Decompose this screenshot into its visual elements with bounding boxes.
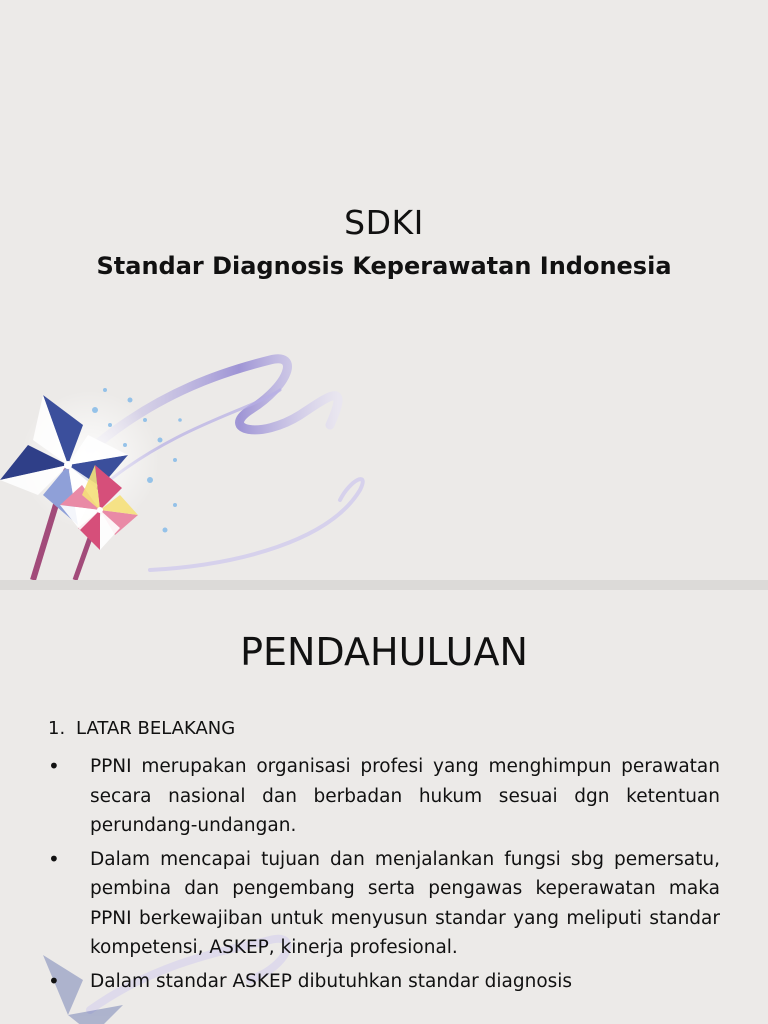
slide-title: PENDAHULUAN bbox=[240, 630, 528, 674]
swirl-stroke bbox=[150, 479, 363, 570]
slide-divider bbox=[0, 580, 768, 590]
bullet-text: PPNI merupakan organisasi profesi yang menghimpun perawatan secara nasional dan berbadan hukum sesuai dgn ketentuan perundang-undangan. bbox=[90, 756, 720, 836]
bullet-symbol: • bbox=[48, 968, 60, 993]
pinwheel-swirl-illustration bbox=[0, 330, 380, 580]
list-item bbox=[48, 752, 720, 841]
bullet-list bbox=[48, 752, 720, 1000]
list-item bbox=[48, 967, 720, 997]
bullet-symbol: • bbox=[48, 846, 60, 871]
section-heading bbox=[48, 718, 235, 739]
content-slide bbox=[0, 590, 768, 1024]
list-item bbox=[48, 845, 720, 963]
slide-subtitle: Standar Diagnosis Keperawatan Indonesia bbox=[96, 252, 672, 280]
section-number: 1. bbox=[48, 718, 66, 739]
slide-title: SDKI bbox=[344, 203, 424, 242]
bullet-text: Dalam standar ASKEP dibutuhkan standar diagnosis bbox=[90, 970, 573, 992]
bullet-text: Dalam mencapai tujuan dan menjalankan fungsi sbg pemersatu, pembina dan pengembang serta pengawas keperawatan maka PPNI berkewajiban untuk menyusun standar yang meliputi standar kompetensi, ASKEP, kinerja profesional. bbox=[90, 848, 720, 958]
bullet-symbol: • bbox=[48, 754, 60, 778]
section-label: LATAR BELAKANG bbox=[76, 718, 236, 739]
